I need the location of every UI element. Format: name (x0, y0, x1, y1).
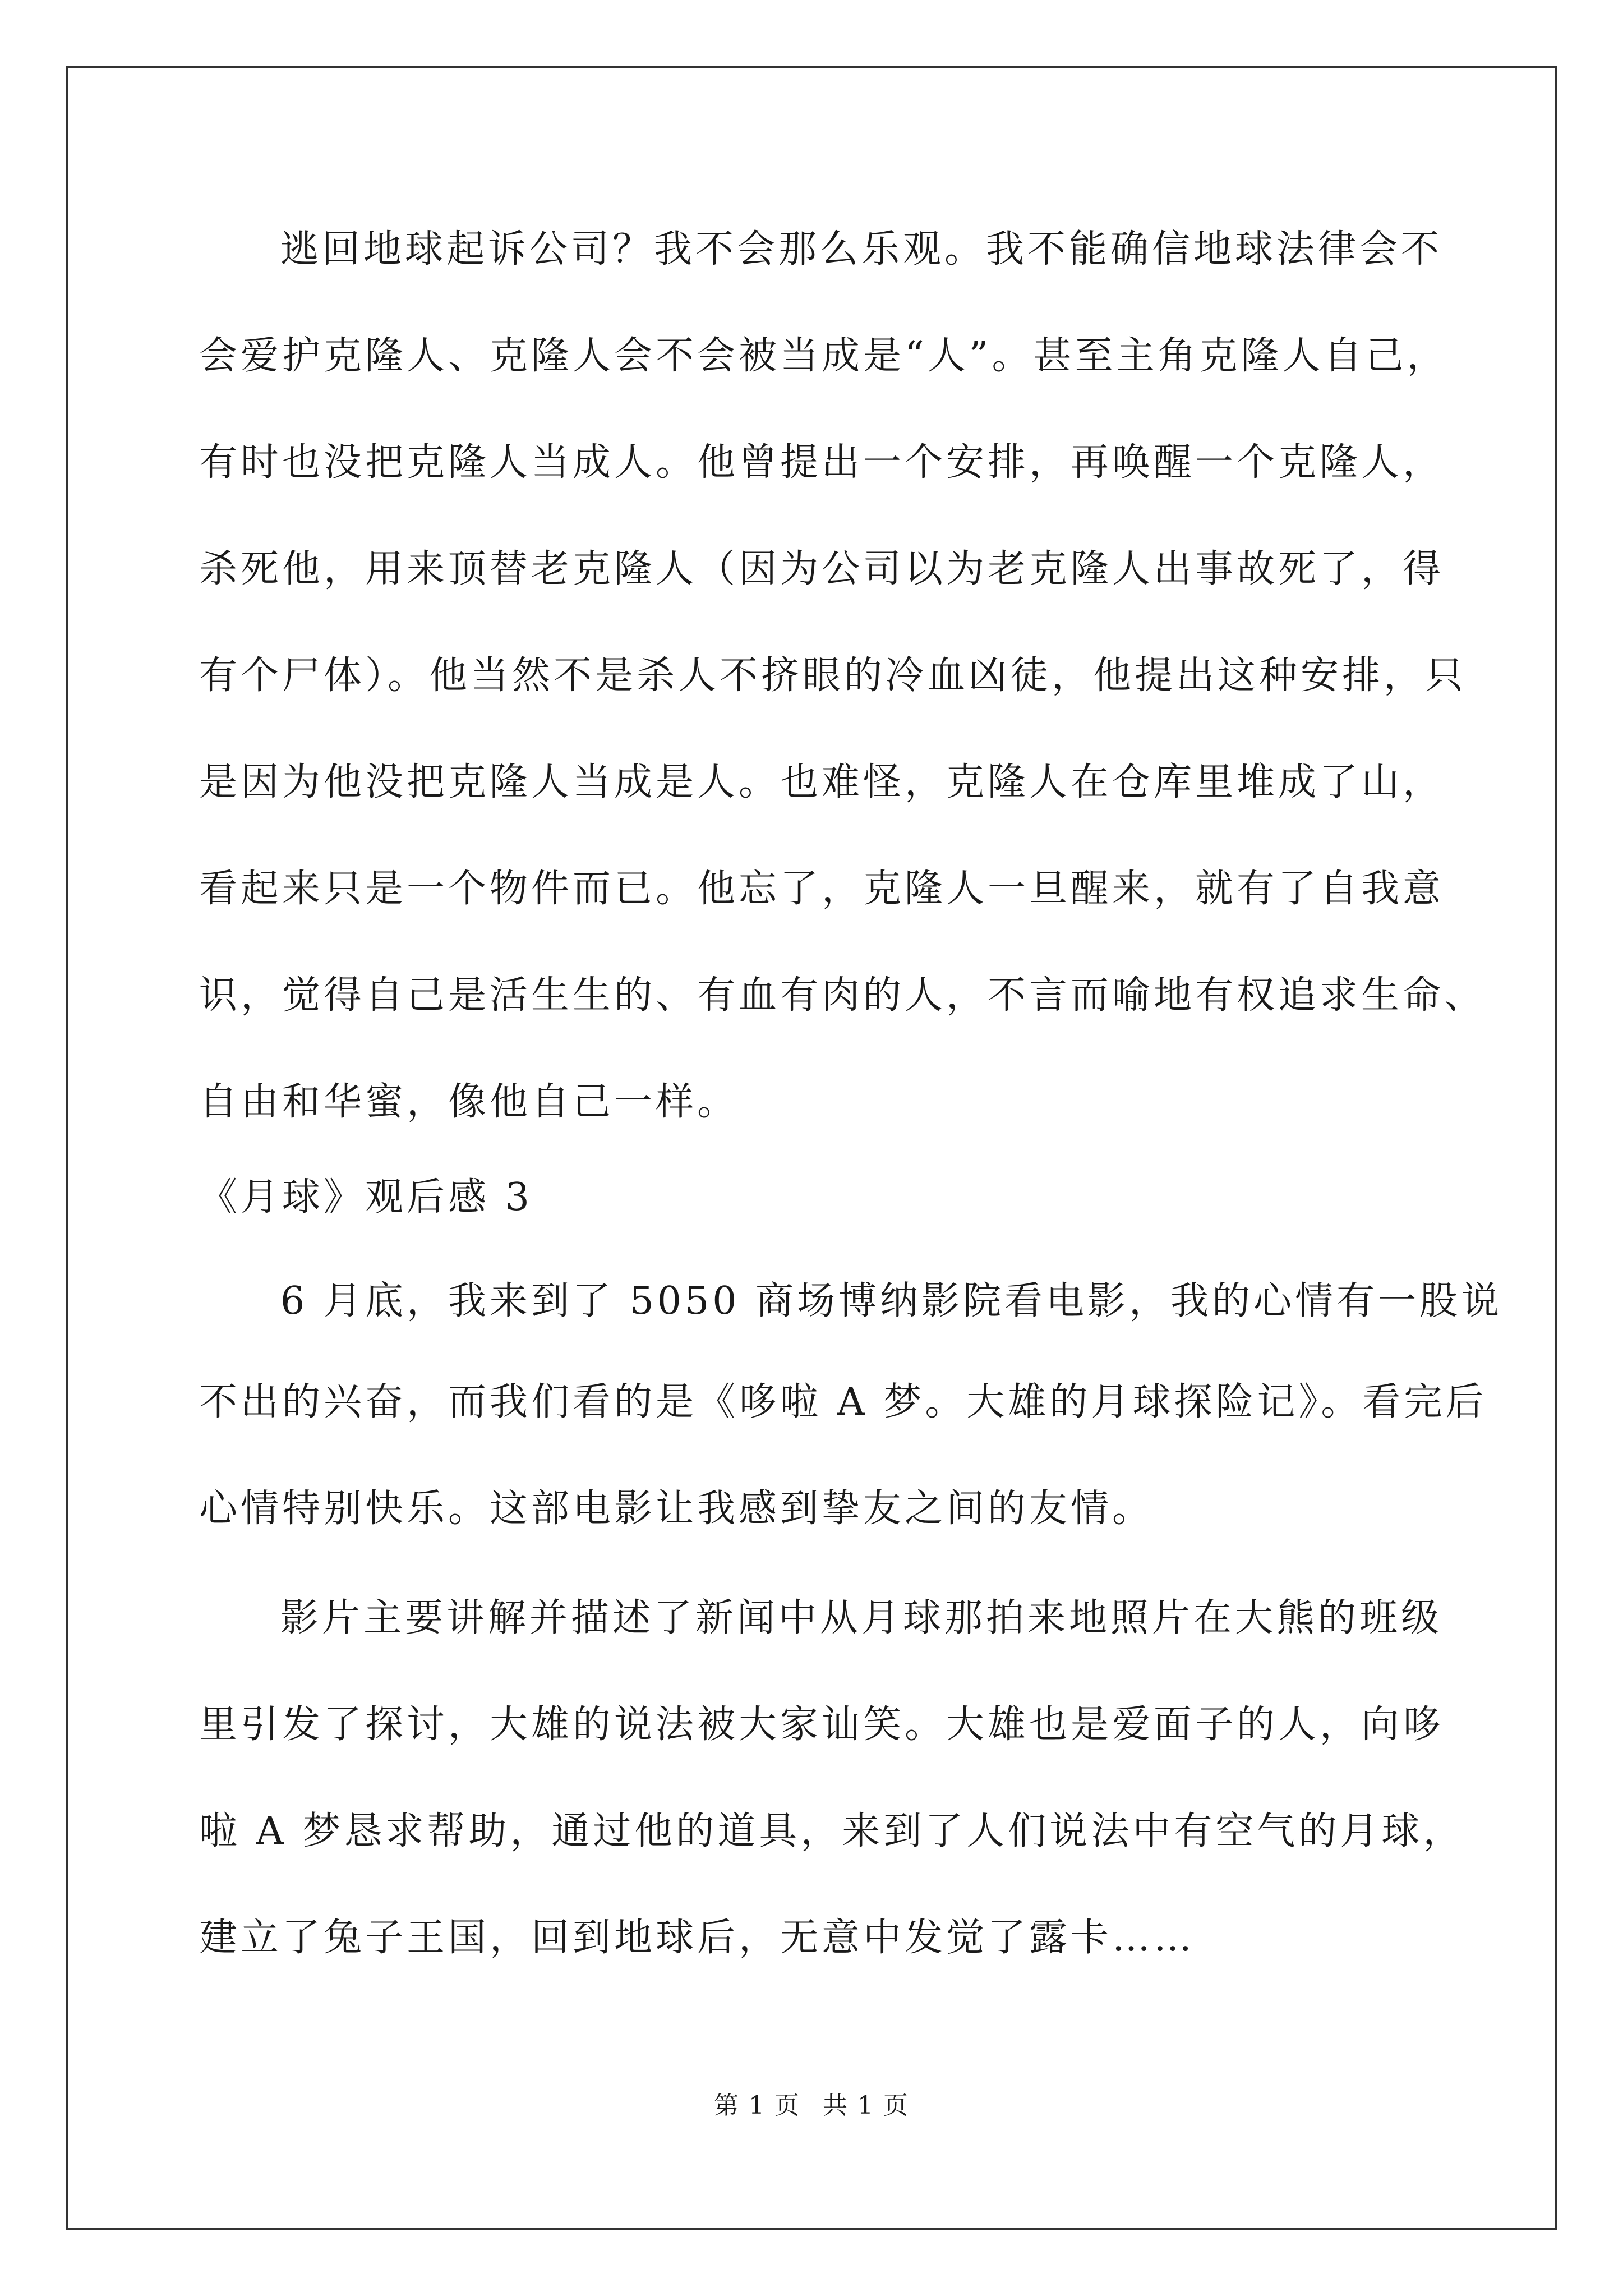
text-line: 识，觉得自己是活生生的、有血有肉的人，不言而喻地有权追求生命、 (199, 973, 1486, 1018)
text-line: 自由和华蜜，像他自己一样。 (199, 1080, 739, 1124)
page-border (66, 66, 1557, 2230)
page-total: 共 1 页 (823, 2091, 909, 2120)
text-line: 6 月底，我来到了 5050 商场博纳影院看电影，我的心情有一股说 (280, 1279, 1503, 1323)
text-line: 逃回地球起诉公司？我不会那么乐观。我不能确信地球法律会不 (280, 227, 1443, 272)
text-line: 影片主要讲解并描述了新闻中从月球那拍来地照片在大熊的班级 (280, 1596, 1443, 1640)
text-line: 心情特别快乐。这部电影让我感到挚友之间的友情。 (199, 1487, 1154, 1531)
text-line: 是因为他没把克隆人当成是人。也难怪，克隆人在仓库里堆成了山， (199, 760, 1445, 804)
text-line: 会爱护克隆人、克隆人会不会被当成是“人”。甚至主角克隆人自己， (199, 334, 1449, 378)
section-heading: 《月球》观后感 3 (199, 1175, 533, 1220)
text-line: 有个尸体）。他当然不是杀人不挤眼的冷血凶徒，他提出这种安排，只 (199, 654, 1467, 698)
text-line: 杀死他，用来顶替老克隆人（因为公司以为老克隆人出事故死了，得 (199, 547, 1445, 591)
text-line: 有时也没把克隆人当成人。他曾提出一个安排，再唤醒一个克隆人， (199, 440, 1445, 485)
text-line: 建立了兔子王国，回到地球后，无意中发觉了露卡…… (199, 1916, 1196, 1960)
page-footer (0, 2089, 1623, 2123)
text-line: 啦 A 梦恳求帮助，通过他的道具，来到了人们说法中有空气的月球， (199, 1809, 1465, 1853)
text-line: 看起来只是一个物件而已。他忘了，克隆人一旦醒来，就有了自我意 (199, 867, 1445, 911)
text-line: 不出的兴奋，而我们看的是《哆啦 A 梦。大雄的月球探险记》。看完后 (199, 1380, 1487, 1424)
page-number: 第 1 页 (714, 2091, 800, 2120)
text-line: 里引发了探讨，大雄的说法被大家讪笑。大雄也是爱面子的人，向哆 (199, 1703, 1445, 1747)
